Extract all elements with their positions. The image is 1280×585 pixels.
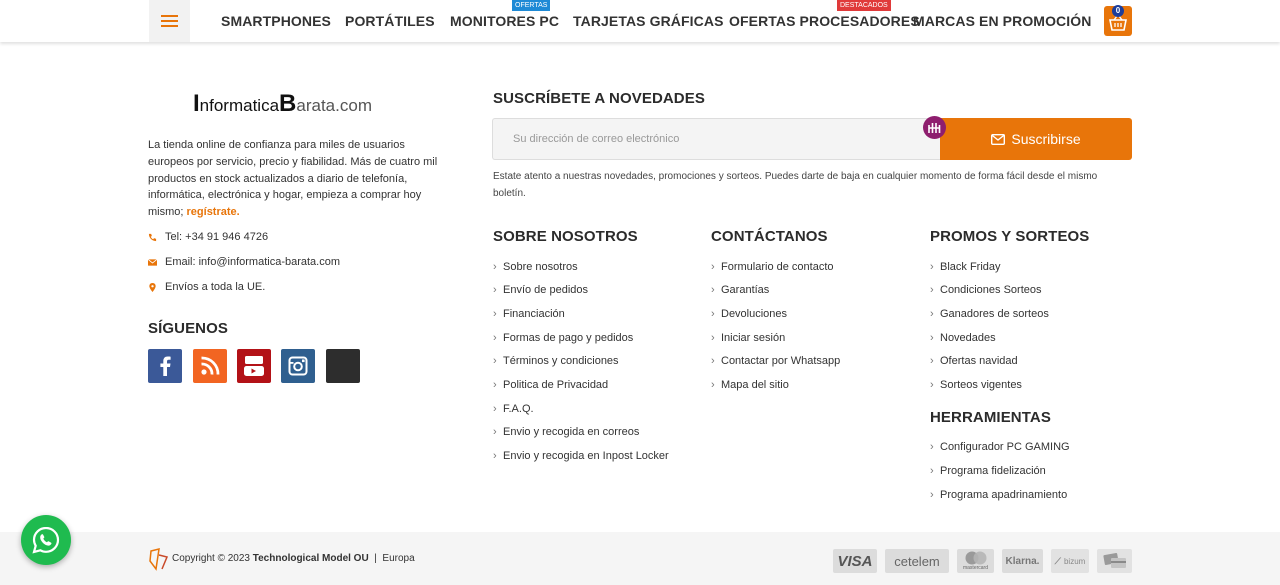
link-programa-apadrinamiento[interactable]: › Programa apadrinamiento [930, 489, 1068, 501]
whatsapp-chat-button[interactable] [21, 515, 71, 565]
contact-email: Email: info@informatica-barata.com [148, 256, 340, 268]
instagram-icon[interactable] [281, 349, 315, 383]
mastercard-logo: mastercard [957, 549, 994, 573]
mastercard-circles-icon [961, 551, 991, 565]
nav-tarjetas-graficas[interactable]: TARJETAS GRÁFICAS [573, 13, 724, 29]
link-faq[interactable]: › F.A.Q. [493, 403, 534, 415]
klarna-logo: Klarna. [1002, 549, 1043, 573]
facebook-icon[interactable] [148, 349, 182, 383]
link-financiacion[interactable]: › Financiación [493, 308, 565, 320]
bizum-logo: ⟋ bizum [1051, 549, 1089, 573]
link-sorteos-vigentes[interactable]: › Sorteos vigentes [930, 379, 1022, 391]
nav-marcas-en-promocion[interactable]: MARCAS EN PROMOCIÓN [913, 13, 1092, 29]
map-marker-icon [148, 283, 157, 292]
whatsapp-icon [31, 525, 61, 555]
about-heading: SOBRE NOSOTROS [493, 228, 638, 245]
rss-icon[interactable] [193, 349, 227, 383]
nav-monitores-pc[interactable]: MONITORES PC [450, 13, 560, 29]
link-devoluciones[interactable]: › Devoluciones [711, 308, 788, 320]
contact-heading: CONTÁCTANOS [711, 228, 828, 245]
cart-count-badge: 0 [1112, 5, 1124, 17]
subscribe-button[interactable] [940, 118, 1132, 160]
company-logo-icon [148, 547, 170, 571]
link-condiciones-sorteos[interactable]: › Condiciones Sorteos [930, 284, 1042, 296]
link-garantias[interactable]: › Garantías [711, 284, 770, 296]
link-sobre-nosotros[interactable]: › Sobre nosotros [493, 261, 578, 273]
destacados-badge: DESTACADOS [837, 0, 891, 11]
nav-ofertas-procesadores[interactable]: OFERTAS PROCESADORES [729, 13, 920, 29]
captcha-icon[interactable] [923, 116, 946, 139]
link-ofertas-navidad[interactable]: › Ofertas navidad [930, 355, 1018, 367]
newsletter-heading: SUSCRÍBETE A NOVEDADES [493, 90, 705, 107]
shopping-basket-icon [1109, 15, 1127, 31]
link-envio-inpost[interactable]: › Envio y recogida en Inpost Locker [493, 450, 669, 462]
link-mapa-sitio[interactable]: › Mapa del sitio [711, 379, 789, 391]
promos-heading: PROMOS Y SORTEOS [930, 228, 1090, 245]
site-logo[interactable]: InformaticaBarata.com [193, 90, 372, 117]
link-configurador-pc[interactable]: › Configurador PC GAMING [930, 441, 1070, 453]
link-formas-pago[interactable]: › Formas de pago y pedidos [493, 332, 634, 344]
link-formulario-contacto[interactable]: › Formulario de contacto [711, 261, 834, 273]
contact-shipping: Envíos a toda la UE. [148, 281, 265, 293]
store-description: La tienda online de confianza para miles de usuarios europeos por servicio, precio y fiabilidad. Más de cuatro mil productos en stock actualizados a diario de telefonía, informática, electrónica y hogar, empieza a comprar hoy mismo; regístrate. [148, 139, 438, 219]
register-link[interactable]: regístrate. [186, 206, 240, 219]
envelope-icon [991, 134, 1005, 145]
top-navigation [0, 0, 1280, 42]
copyright-text: Copyright © 2023 Technological Model OU | Europa [172, 553, 415, 564]
nav-smartphones[interactable]: SMARTPHONES [221, 13, 331, 29]
hamburger-menu-icon[interactable] [149, 0, 190, 42]
nav-portatiles[interactable]: PORTÁTILES [345, 13, 435, 29]
contact-phone: Tel: +34 91 946 4726 [148, 231, 268, 243]
link-whatsapp[interactable]: › Contactar por Whatsapp [711, 355, 841, 367]
link-black-friday[interactable]: › Black Friday [930, 261, 1001, 273]
link-programa-fidelizacion[interactable]: › Programa fidelización [930, 465, 1046, 477]
newsletter-note: Estate atento a nuestras novedades, promociones y sorteos. Puedes darte de baja en cualquier momento de forma fácil desde el mismo boletín. [493, 171, 1098, 199]
ofertas-badge: OFERTAS [512, 0, 550, 11]
blank-social-icon[interactable] [326, 349, 360, 383]
cetelem-logo: cetelem [885, 549, 949, 573]
link-novedades[interactable]: › Novedades [930, 332, 996, 344]
tools-heading: HERRAMIENTAS [930, 409, 1051, 426]
link-envio-pedidos[interactable]: › Envío de pedidos [493, 284, 589, 296]
subscribe-label: Suscribirse [1011, 131, 1081, 147]
visa-logo: VISA [833, 549, 877, 573]
link-iniciar-sesion[interactable]: › Iniciar sesión [711, 332, 786, 344]
cart-button[interactable] [1104, 6, 1132, 36]
newsletter-email-input[interactable] [492, 118, 941, 160]
link-privacidad[interactable]: › Politica de Privacidad [493, 379, 609, 391]
phone-icon [148, 233, 157, 242]
youtube-icon[interactable] [237, 349, 271, 383]
link-ganadores-sorteos[interactable]: › Ganadores de sorteos [930, 308, 1049, 320]
envelope-icon [148, 258, 157, 267]
link-terminos[interactable]: › Términos y condiciones [493, 355, 619, 367]
card-payment-icon [1097, 549, 1132, 573]
link-envio-correos[interactable]: › Envio y recogida en correos [493, 426, 640, 438]
follow-heading: SÍGUENOS [148, 320, 228, 337]
